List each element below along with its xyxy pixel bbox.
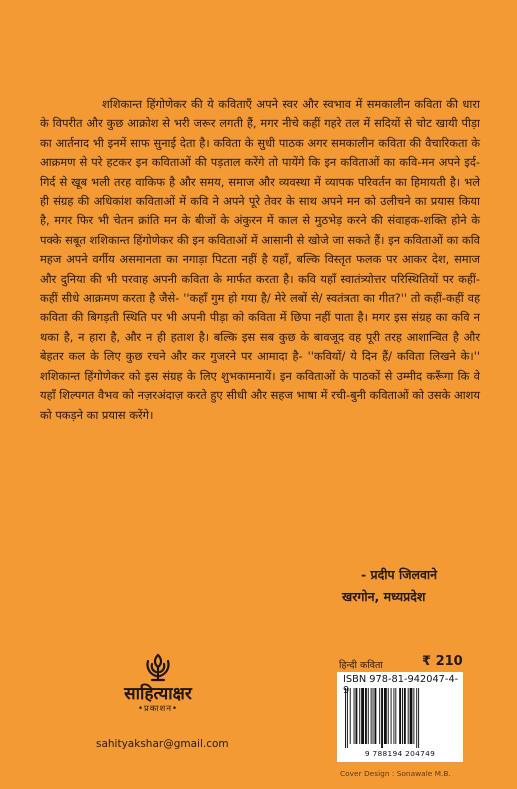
publisher-logo <box>98 652 218 714</box>
publisher-name: साहित्याक्षर <box>124 684 192 704</box>
barcode-panel <box>337 672 463 762</box>
cover-design-credit: Cover Design : Sonawale M.B. <box>340 769 451 778</box>
book-genre: हिन्दी कविता <box>339 660 383 671</box>
barcode-number: 9 788194 204749 <box>364 749 436 758</box>
publisher-emblem-icon <box>143 652 173 682</box>
book-price: ₹ 210 <box>422 654 463 669</box>
blurb-paragraph: शशिकान्त हिंगोणेकर की ये कविताएँ अपने स्वर और स्वभाव में समकालीन कविता की धारा के विपरीत और कुछ आक्रोश से भरी जरूर लगती हैं, मगर नीचे कहीं गहरे तल में सदियों से चोट खायी पीड़ा का आर्तनाद भी इनमें साफ सुनाई देता है। कविता के सुधी पाठक अगर समकालीन कविता की वैचारिकता के आक्रमण से परे हटकर इन कविताओं की पड़ताल करेंगे तो पायेंगे कि इन कविताओं का कवि-मन अपने इर्द-गिर्द से खूब भली तरह वाकिफ है और समय, समाज और व्यवस्था में व्यापक परिवर्तन का हिमायती है। भले ही संग्रह की अधिकांश कविताओं में कवि ने अपने पूरे तेवर के साथ अपने मन को उलीचने का प्रयास किया है, मगर फिर भी चेतन क्रांति मन के बीजों के अंकुरन में काल से मुठभेड़ करने की संवाहक-शक्ति होने के पक्के सबूत शशिकान्त हिंगोणेकर की इन कविताओं में आसानी से खोजे जा सकते हैं। इन कविताओं का कवि महज अपने वर्गीय असमानता का नगाड़ा पिटता नहीं है यहाँ, बल्कि विस्तृत फलक पर आकर देश, समाज और दुनिया की भी परवाह अपनी कविता के मार्फत करता है। कवि यहाँ स्वातंत्र्योत्तर परिस्थितियों पर कहीं-कहीं सीधे आक्रमण करता है जैसे- ''कहाँ गुम हो गया है/ मेरे लबों से/ स्वतंत्रता का गीत?'' तो कहीं-कहीं वह कविता की बिगड़ती स्थिति पर भी अपनी पीड़ा को कविता में छिपा नहीं पाता है। मगर इस संग्रह का कवि न थका है, न हारा है, और न ही हताश है। बल्कि इस सब कुछ के बावजूद वह पूरी तरह आशान्वित है और बेहतर कल के लिए कुछ रचने और कर गुजरने पर आमादा है- ''कवियों/ ये दिन हैं/ कविता लिखने के।'' शशिकान्त हिंगोणेकर को इस संग्रह के लिए शुभकामनायें। इन कविताओं के पाठकों से उम्मीद करूँगा कि वे यहाँ शिल्पगत वैभव को नज़रअंदाज़ करते हुए सीधी और सहज भाषा में रची-बुनी कविताओं को उसके आशय को पकड़ने का प्रयास करेंगे। <box>40 97 480 422</box>
blurb <box>40 95 480 425</box>
barcode-icon <box>345 688 455 748</box>
reviewer-name: - प्रदीप जिलवाने <box>361 567 438 582</box>
isbn-label: ISBN 978-81-942047-4-9 <box>343 674 459 696</box>
reviewer-place: खरगोन, मध्यप्रदेश <box>342 589 426 604</box>
publisher-imprint: •प्रकाशन• <box>137 704 179 714</box>
publisher-email: sahityakshar@gmail.com <box>96 738 229 750</box>
